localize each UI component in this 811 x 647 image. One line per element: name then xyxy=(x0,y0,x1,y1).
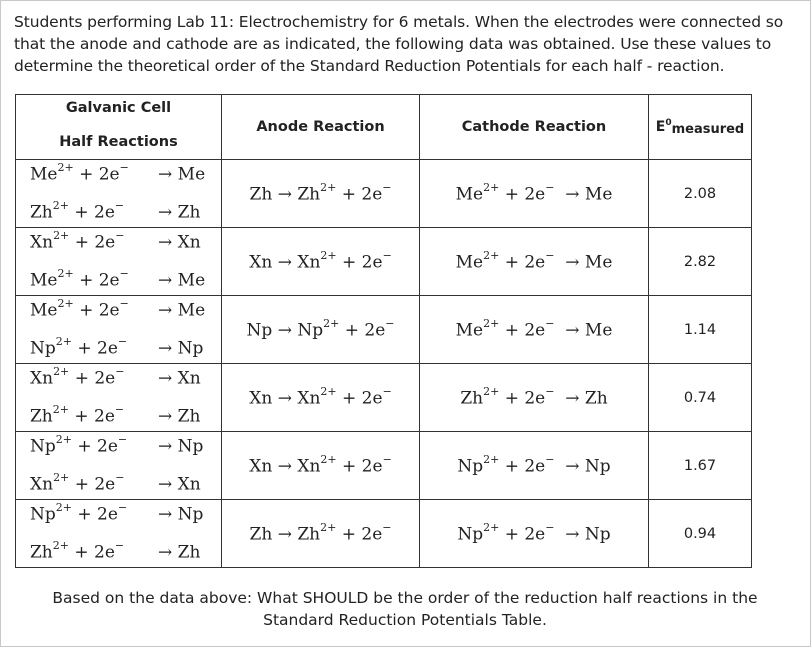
cathode-reaction-cell: $Me^{2+} + 2e^- \to Me$ xyxy=(420,296,649,364)
e0-measured-cell: 1.14 xyxy=(649,296,752,364)
e0-measured-cell: 1.67 xyxy=(649,432,752,500)
anode-reaction-cell: $Xn \to Xn^{2+} + 2e^-$ xyxy=(222,228,420,296)
half-reaction-second: $Xn^{2+} + 2e^- \to Xn$ xyxy=(30,471,201,495)
half-reaction-second: $Zh^{2+} + 2e^- \to Zh$ xyxy=(30,403,201,427)
e0-measured-cell: 0.94 xyxy=(649,500,752,568)
table-row xyxy=(16,364,752,432)
table-row xyxy=(16,296,752,364)
cathode-reaction-cell: $Np^{2+} + 2e^- \to Np$ xyxy=(420,432,649,500)
half-reaction-second: $Me^{2+} + 2e^- \to Me$ xyxy=(30,267,206,291)
half-reaction-first: $Np^{2+} + 2e^- \to Np$ xyxy=(30,501,204,525)
cathode-reaction-cell: $Me^{2+} + 2e^- \to Me$ xyxy=(420,160,649,228)
table-row xyxy=(16,432,752,500)
e0-measured-cell: 2.82 xyxy=(649,228,752,296)
anode-reaction-cell: $Xn \to Xn^{2+} + 2e^-$ xyxy=(222,432,420,500)
half-reactions-cell xyxy=(16,160,222,228)
half-reactions-cell xyxy=(16,364,222,432)
galvanic-cell-header xyxy=(16,95,222,160)
half-reaction-first: $Xn^{2+} + 2e^- \to Xn$ xyxy=(30,229,201,253)
anode-reaction-cell: $Zh \to Zh^{2+} + 2e^-$ xyxy=(222,500,420,568)
cathode-reaction-cell: $Zh^{2+} + 2e^- \to Zh$ xyxy=(420,364,649,432)
table-row xyxy=(16,228,752,296)
question-footer: Based on the data above: What SHOULD be the order of the reduction half reactions in the Standard Reduction Potentials Table. xyxy=(52,589,758,629)
half-reaction-first: $Np^{2+} + 2e^- \to Np$ xyxy=(30,433,204,457)
half-reactions-cell xyxy=(16,432,222,500)
anode-header: Anode Reaction xyxy=(222,95,420,160)
anode-reaction-cell: $Np \to Np^{2+} + 2e^-$ xyxy=(222,296,420,364)
cathode-reaction-cell: $Np^{2+} + 2e^- \to Np$ xyxy=(420,500,649,568)
half-reactions-cell xyxy=(16,228,222,296)
galvanic-cell-title: Galvanic Cell xyxy=(65,100,172,116)
half-reaction-first: $Me^{2+} + 2e^- \to Me$ xyxy=(30,297,206,321)
e0-header: $E^0_{measured}$ xyxy=(649,95,752,160)
half-reaction-second: $Zh^{2+} + 2e^- \to Zh$ xyxy=(30,199,201,223)
anode-reaction-cell: $Xn \to Xn^{2+} + 2e^-$ xyxy=(222,364,420,432)
e0-measured-cell: 2.08 xyxy=(649,160,752,228)
intro-paragraph: Students performing Lab 11: Electrochemistry for 6 metals. When the electrodes were connected so that the anode and cathode are as indicated, the following data was obtained. Use these values to determine the theoretical order of the Standard Reduction Potentials for each half - reaction. xyxy=(14,13,784,75)
half-reactions-cell xyxy=(16,500,222,568)
table-header-row xyxy=(16,95,752,160)
half-reaction-first: $Me^{2+} + 2e^- \to Me$ xyxy=(30,161,206,185)
half-reactions-cell xyxy=(16,296,222,364)
cathode-header: Cathode Reaction xyxy=(420,95,649,160)
anode-reaction-cell: $Zh \to Zh^{2+} + 2e^-$ xyxy=(222,160,420,228)
e0-measured-cell: 0.74 xyxy=(649,364,752,432)
half-reactions-title: Half Reactions xyxy=(59,134,178,150)
half-reaction-second: $Zh^{2+} + 2e^- \to Zh$ xyxy=(30,539,201,563)
table-row xyxy=(16,500,752,568)
table-row xyxy=(16,160,752,228)
cathode-reaction-cell: $Me^{2+} + 2e^- \to Me$ xyxy=(420,228,649,296)
half-reaction-first: $Xn^{2+} + 2e^- \to Xn$ xyxy=(30,365,201,389)
galvanic-cell-table xyxy=(15,94,752,568)
half-reaction-second: $Np^{2+} + 2e^- \to Np$ xyxy=(30,335,204,359)
